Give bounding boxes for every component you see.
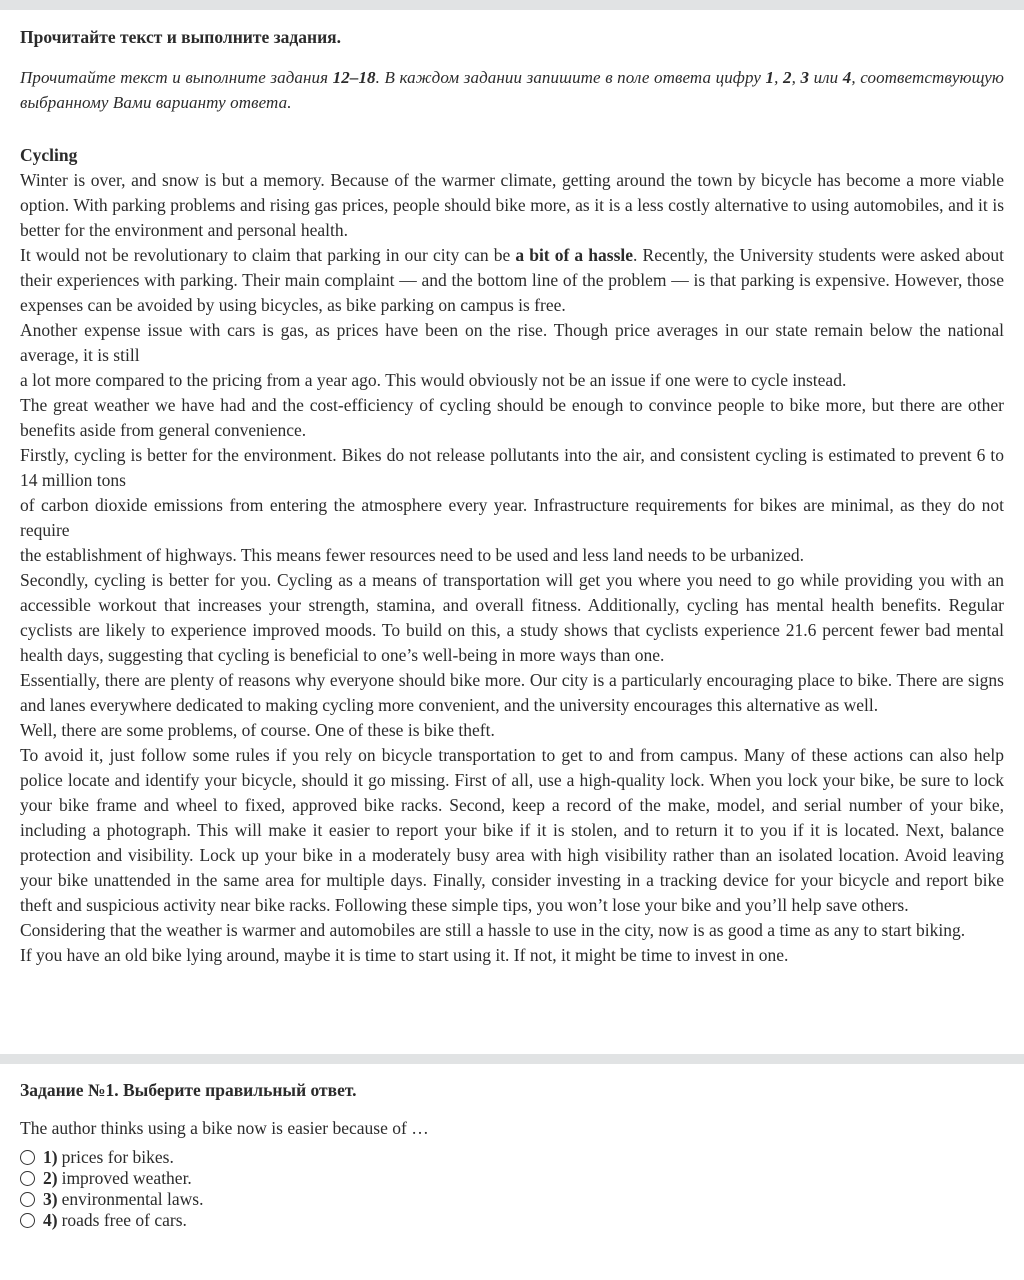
question-text: The author thinks using a bike now is easier because of … (20, 1118, 429, 1138)
paragraph: To avoid it, just follow some rules if you rely on bicycle transportation to get to and from campus. Many of these actions can also help police locate and identify your bicycle, should it go missing. First of all, use a high-quality lock. When you lock your bike, be sure to lock your bike frame and wheel to fixed, approved bike racks. Second, keep a record of the make, model, and serial number of your bike, including a photograph. This will make it easier to report your bike if it is stolen, and to return it to you if it is located. Next, balance protection and visibility. Lock up your bike in a moderately busy area with high visibility rather than an isolated location. Avoid leaving your bike unattended in the same area for multiple days. Finally, consider investing in a tracking device for your bicycle and report bike theft and suspicious activity near bike racks. Following these simple tips, you won’t lose your bike and you’ll help save others. (20, 745, 1004, 915)
paragraph-part: . Recently, the University students were asked about their experiences with parking. Their main complaint — and the bottom line of the problem — is that parking is expensive. However, those expenses can be avoided by using bicycles, as bike parking on campus is free. (20, 245, 1004, 315)
text-title: Cycling (20, 145, 78, 165)
paragraph: Secondly, cycling is better for you. Cycling as a means of transportation will get you where you need to go while providing you with an accessible workout that increases your strength, stamina, and overall fitness. Additionally, cycling has mental health benefits. Regular cyclists are likely to experience improved moods. To build on this, a study shows that cyclists experience 21.6 percent fewer bad mental health days, suggesting that cycling is beneficial to one’s well-being in more ways than one. (20, 570, 1004, 665)
top-divider-bar (0, 0, 1024, 10)
paragraph: If you have an old bike lying around, maybe it is time to start using it. If not, it might be time to invest in one. (20, 945, 789, 965)
section-divider-bar (0, 1054, 1024, 1064)
radio-button[interactable] (20, 1171, 35, 1186)
section-title: Прочитайте текст и выполните задания. (20, 27, 342, 47)
option-number: 1) (43, 1147, 58, 1167)
reading-section (20, 25, 1004, 968)
article-body (20, 168, 1004, 968)
instruction-part: , соответствующую выбранному Вами варианту ответа. (20, 68, 1005, 112)
answer-option-4[interactable] (20, 1210, 1004, 1231)
paragraph: Well, there are some problems, of course. One of these is bike theft. (20, 720, 495, 740)
answer-option-1[interactable] (20, 1147, 1004, 1168)
option-number: 3) (43, 1189, 58, 1209)
radio-button[interactable] (20, 1192, 35, 1207)
paragraph (20, 243, 1004, 318)
paragraph: Winter is over, and snow is but a memory. Because of the warmer climate, getting around the town by bicycle has become a more viable option. With parking problems and rising gas prices, people should bike more, as it is a less costly alternative to using automobiles, and it is better for the environment and personal health. (20, 170, 1004, 240)
radio-button[interactable] (20, 1213, 35, 1228)
radio-button[interactable] (20, 1150, 35, 1165)
task-range: 12–18 (332, 68, 376, 87)
task-section (20, 1078, 1004, 1231)
instruction-part: , (774, 68, 783, 87)
answer-options (20, 1147, 1004, 1231)
answer-digit: 3 (800, 68, 810, 87)
option-label[interactable]: prices for bikes. (61, 1147, 174, 1167)
highlighted-phrase: a bit of a hassle (515, 245, 634, 265)
instruction-part: . В каждом задании запишите в поле ответа цифру (375, 68, 766, 87)
answer-option-2[interactable] (20, 1168, 1004, 1189)
paragraph: the establishment of highways. This means fewer resources need to be used and less land needs to be urbanized. (20, 545, 805, 565)
answer-option-3[interactable] (20, 1189, 1004, 1210)
option-number: 4) (43, 1210, 58, 1230)
paragraph: of carbon dioxide emissions from entering the atmosphere every year. Infrastructure requirements for bikes are minimal, as they do not require (20, 495, 1004, 540)
paragraph: a lot more compared to the pricing from a year ago. This would obviously not be an issue if one were to cycle instead. (20, 370, 847, 390)
paragraph: Another expense issue with cars is gas, as prices have been on the rise. Though price averages in our state remain below the national average, it is still (20, 320, 1004, 365)
instruction-part: Прочитайте текст и выполните задания (20, 68, 333, 87)
instruction-part: или (809, 68, 843, 87)
paragraph: Essentially, there are plenty of reasons why everyone should bike more. Our city is a particularly encouraging place to bike. There are signs and lanes everywhere dedicated to making cycling more convenient, and the university encourages this alternative as well. (20, 670, 1004, 715)
option-label[interactable]: improved weather. (61, 1168, 192, 1188)
answer-digit: 2 (782, 68, 792, 87)
option-label[interactable]: environmental laws. (61, 1189, 204, 1209)
answer-digit: 1 (765, 68, 775, 87)
paragraph: Considering that the weather is warmer and automobiles are still a hassle to use in the city, now is as good a time as any to start biking. (20, 920, 966, 940)
answer-digit: 4 (842, 68, 852, 87)
paragraph: Firstly, cycling is better for the environment. Bikes do not release pollutants into the air, and consistent cycling is estimated to prevent 6 to 14 million tons (20, 445, 1004, 490)
paragraph: The great weather we have had and the cost-efficiency of cycling should be enough to convince people to bike more, but there are other benefits aside from general convenience. (20, 395, 1004, 440)
task-title: Задание №1. Выберите правильный ответ. (20, 1080, 357, 1100)
option-label[interactable]: roads free of cars. (61, 1210, 187, 1230)
instruction-text (20, 65, 1004, 115)
option-number: 2) (43, 1168, 58, 1188)
instruction-part: , (791, 68, 801, 87)
paragraph-part: It would not be revolutionary to claim that parking in our city can be (20, 245, 516, 265)
